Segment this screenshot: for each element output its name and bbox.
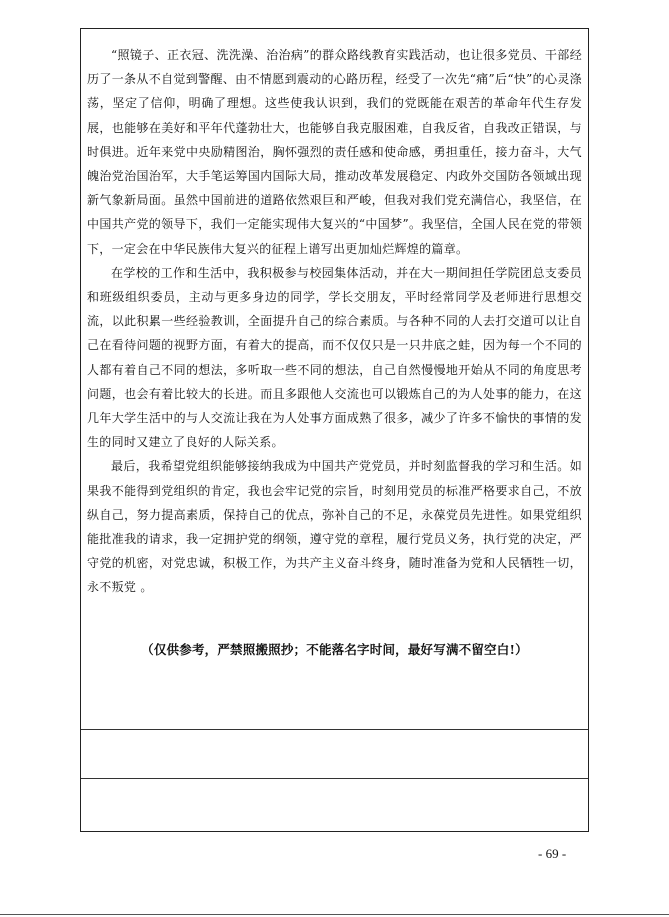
page-bottom-rule [0,914,669,915]
paragraph-2: 在学校的工作和生活中，我积极参与校园集体活动，并在大一期间担任学院团总支委员和班级组织委员，主动与更多身边的同学，学长交朋友，平时经常同学及老师进行思想交流，以此积累一些经验教训，全面提升自己的综合素质。与各种不同的人去打交道可以让自己在看待问题的视野方面，有着大的提高，而不仅仅只是一只井底之蛙，因为每一个不同的人都有着自己不同的想法，多听取一些不同的想法，自己自然慢慢地开始从不同的角度思考问题，也会有着比较大的长进。而且多跟他人交流也可以锻炼自己的为人处事的能力，在这几年大学生活中的与人交流让我在为人处事方面成熟了很多，减少了许多不愉快的事情的发生的同时又建立了良好的人际关系。 [87,265,582,450]
form-divider-line [81,729,588,730]
reference-notice: （仅供参考，严禁照搬照抄；不能落名字时间，最好写满不留空白!） [141,641,528,657]
paragraph-3: 最后，我希望党组织能够接纳我成为中国共产党党员，并时刻监督我的学习和生活。如果我不能得到党组织的肯定，我也会牢记党的宗旨，时刻用党员的标准严格要求自己，不放纵自己，努力提高素质，保持自己的优点，弥补自己的不足，永葆党员先进性。如果党组织能批准我的请求，我一定拥护党的纲领，遵守党的章程，履行党员义务，执行党的决定，严守党的机密，对党忠诚，积极工作，为共产主义奋斗终身，随时准备为党和人民牺牲一切，永不叛党 。 [87,459,582,595]
paragraph-1: “照镜子、正衣冠、洗洗澡、治治病”的群众路线教育实践活动，也让很多党员、干部经历了一条从不自觉到警醒、由不情愿到震动的心路历程，经受了一次先“痛”后“快”的心灵涤荡，坚定了信仰，明确了理想。这些使我认识到，我们的党既能在艰苦的革命年代生存发展，也能够在美好和平年代蓬勃壮大，也能够自我克服困难，自我反省，自我改正错误，与时俱进。近年来党中央励精图治，胸怀强烈的责任感和使命感，勇担重任，接力奋斗，大气魄治党治国治军，大手笔运筹国内国际大局，推动改革发展稳定、内政外交国防各领域出现新气象新局面。虽然中国前进的道路依然艰巨和严峻，但我对我们党充满信心，我坚信，在中国共产党的领导下，我们一定能实现伟大复兴的“中国梦”。我坚信，全国人民在党的带领下，一定会在中华民族伟大复兴的征程上谱写出更加灿烂辉煌的篇章。 [87,48,582,256]
page-number: - 69 - [538,846,567,861]
form-divider-line [81,778,588,779]
form-frame [80,28,589,832]
document-body [81,29,588,658]
